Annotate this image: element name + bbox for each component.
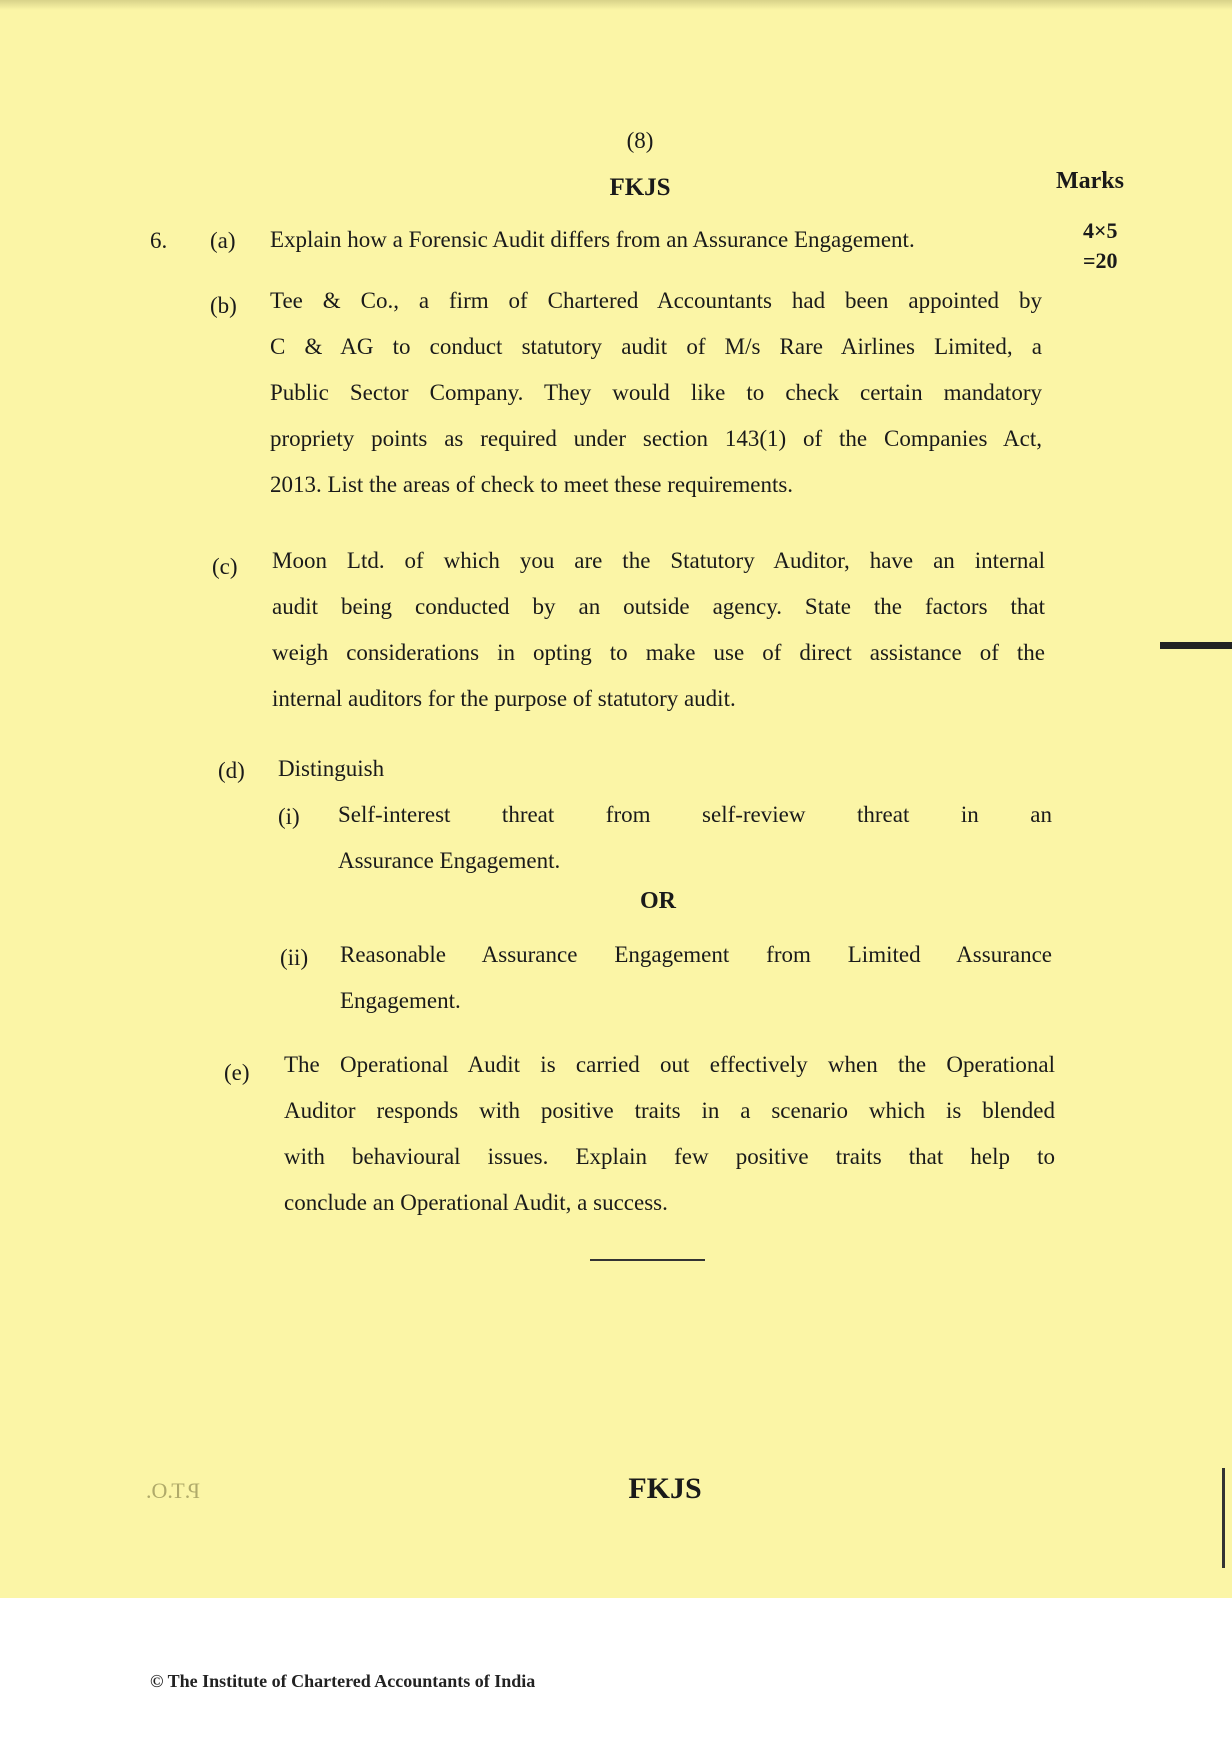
paper-code-header: FKJS <box>609 174 671 201</box>
part-e-line: Auditor responds with positive traits in a scenario which is blended <box>284 1098 1055 1123</box>
part-e-label: (e) <box>224 1060 250 1085</box>
part-e-line: conclude an Operational Audit, a success. <box>284 1190 668 1215</box>
part-c-line: Moon Ltd. of which you are the Statutory Auditor, have an internal <box>272 548 1045 573</box>
part-e-body <box>284 1042 1055 1226</box>
part-c-body <box>272 538 1045 722</box>
copyright-notice: © The Institute of Chartered Accountants of India <box>150 1671 536 1691</box>
marks-allocation <box>1083 216 1118 276</box>
part-d-i-label: (i) <box>278 804 300 829</box>
part-b-label: (b) <box>210 293 237 318</box>
page-top-shadow <box>0 0 1232 10</box>
paper-code-footer: FKJS <box>628 1472 702 1505</box>
part-b-line: Tee & Co., a firm of Chartered Accountants had been appointed by <box>270 288 1042 313</box>
part-e-line: The Operational Audit is carried out effectively when the Operational <box>284 1052 1055 1077</box>
part-b-line: C & AG to conduct statutory audit of M/s Rare Airlines Limited, a <box>270 334 1042 359</box>
marks-allocation-line1: 4×5 <box>1083 218 1118 243</box>
scan-edge-mark <box>1160 642 1232 649</box>
part-d-ii-line: Engagement. <box>340 988 461 1013</box>
part-b-body <box>270 278 1042 508</box>
part-d-ii-label: (ii) <box>280 945 309 970</box>
part-c-line: weigh considerations in opting to make use of direct assistance of the <box>272 640 1045 665</box>
part-d-intro: Distinguish <box>278 756 385 781</box>
or-separator: OR <box>640 888 676 914</box>
part-b-line: 2013. List the areas of check to meet these requirements. <box>270 472 794 497</box>
part-b-line: propriety points as required under section 143(1) of the Companies Act, <box>270 426 1042 451</box>
part-e-line: with behavioural issues. Explain few positive traits that help to <box>284 1144 1055 1169</box>
pto-mark: P.T.O. <box>146 1478 200 1503</box>
end-of-question-rule <box>590 1259 705 1261</box>
part-a-text: Explain how a Forensic Audit differs from an Assurance Engagement. <box>270 227 915 252</box>
part-a-label: (a) <box>210 228 236 253</box>
question-number: 6. <box>150 228 168 253</box>
part-d-i-line: Assurance Engagement. <box>338 848 561 873</box>
part-c-line: audit being conducted by an outside agency. State the factors that <box>272 594 1045 619</box>
part-d-label: (d) <box>218 758 245 783</box>
part-d-i-line: Self-interest threat from self-review threat in an <box>338 802 1052 827</box>
marks-column-header: Marks <box>1056 168 1124 194</box>
scan-edge-line <box>1222 1468 1225 1568</box>
part-d-ii-line: Reasonable Assurance Engagement from Limited Assurance <box>340 942 1052 967</box>
part-d-ii-body <box>340 932 1052 1024</box>
part-b-line: Public Sector Company. They would like to check certain mandatory <box>270 380 1042 405</box>
part-c-line: internal auditors for the purpose of statutory audit. <box>272 686 736 711</box>
marks-allocation-line2: =20 <box>1083 248 1118 273</box>
part-c-label: (c) <box>212 554 238 579</box>
page-number: (8) <box>626 128 654 153</box>
part-d-i-body <box>338 792 1052 884</box>
